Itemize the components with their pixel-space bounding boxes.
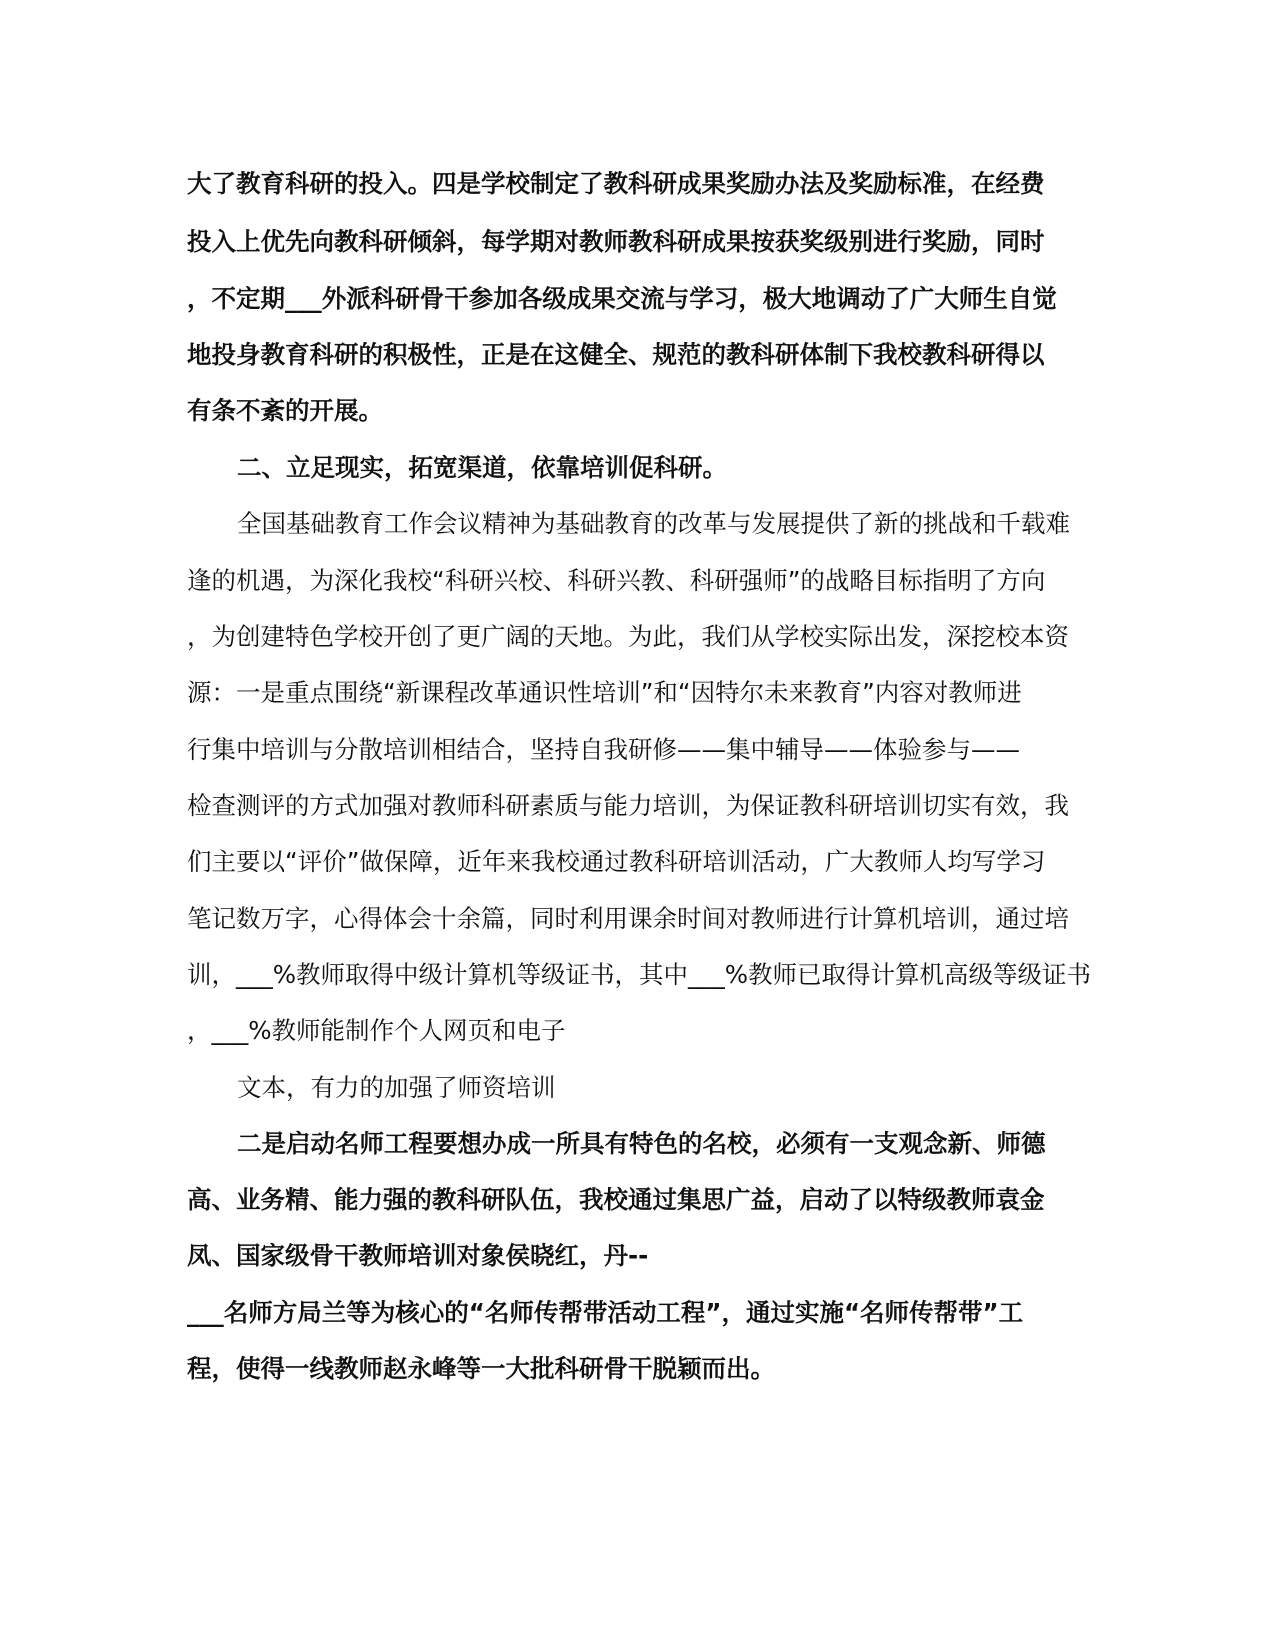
text-line: ___名师方局兰等为核心的“名师传帮带活动工程”，通过实施“名师传帮带”工 <box>187 1298 1024 1327</box>
text-line: 文本，有力的加强了师资培训 <box>237 1073 556 1102</box>
text-line: ，不定期___外派科研骨干参加各级成果交流与学习，极大地调动了广大师生自觉 <box>187 284 1057 313</box>
text-line: 逢的机遇，为深化我校“科研兴校、科研兴教、科研强师”的战略目标指明了方向 <box>187 566 1046 595</box>
text-line: 笔记数万字，心得体会十余篇，同时利用课余时间对教师进行计算机培训，通过培 <box>187 904 1069 933</box>
text-line: 大了教育科研的投入。四是学校制定了教科研成果奖励办法及奖励标准，在经费 <box>187 169 1045 198</box>
text-line: 高、业务精、能力强的教科研队伍，我校通过集思广益，启动了以特级教师袁金 <box>187 1185 1045 1214</box>
text-line: 投入上优先向教科研倾斜，每学期对教师教科研成果按获奖级别进行奖励，同时 <box>187 227 1045 256</box>
text-line: 训，___%教师取得中级计算机等级证书，其中___%教师已取得计算机高级等级证书 <box>187 960 1092 989</box>
text-line: 凤、国家级骨干教师培训对象侯晓红，丹-- <box>187 1241 649 1270</box>
text-line: ，___%教师能制作个人网页和电子 <box>187 1016 566 1045</box>
text-line: ，为创建特色学校开创了更广阔的天地。为此，我们从学校实际出发，深挖校本资 <box>187 622 1069 651</box>
text-line: 程，使得一线教师赵永峰等一大批科研骨干脱颖而出。 <box>187 1354 775 1383</box>
text-line: 地投身教育科研的积极性，正是在这健全、规范的教科研体制下我校教科研得以 <box>187 340 1045 369</box>
text-line: 检查测评的方式加强对教师科研素质与能力培训，为保证教科研培训切实有效，我 <box>187 791 1069 820</box>
section-heading: 二、立足现实，拓宽渠道，依靠培训促科研。 <box>237 453 727 482</box>
text-line: 行集中培训与分散培训相结合，坚持自我研修——集中辅导——体验参与—— <box>187 735 1020 764</box>
text-line: 二是启动名师工程要想办成一所具有特色的名校，必须有一支观念新、师德 <box>237 1129 1046 1158</box>
text-line: 有条不紊的开展。 <box>187 396 383 425</box>
text-line: 们主要以“评价”做保障，近年来我校通过教科研培训活动，广大教师人均写学习 <box>187 847 1046 876</box>
text-line: 全国基础教育工作会议精神为基础教育的改革与发展提供了新的挑战和千载难 <box>237 509 1070 538</box>
text-line: 源：一是重点围绕“新课程改革通识性培训”和“因特尔未来教育”内容对教师进 <box>187 678 1022 707</box>
